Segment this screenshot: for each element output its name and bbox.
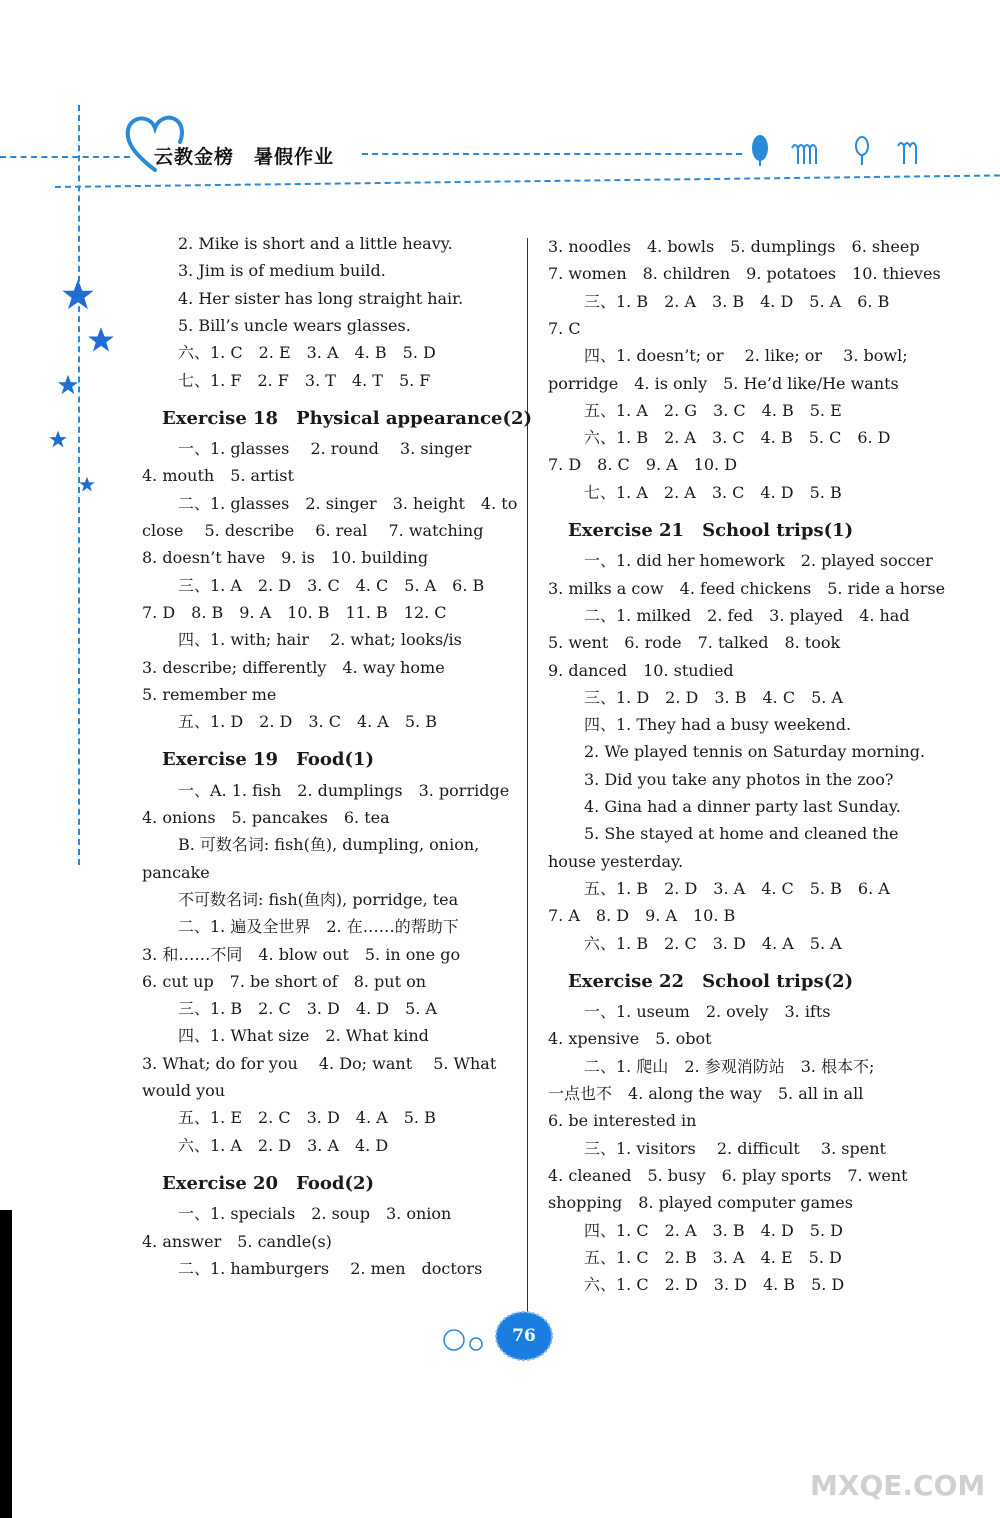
answer-line: 7. D 8. C 9. A 10. D bbox=[548, 455, 738, 475]
star-icon bbox=[48, 430, 68, 449]
exercise-heading: Exercise 21 School trips(1) bbox=[568, 520, 854, 541]
left-edge-bar bbox=[0, 1210, 12, 1518]
answer-line: 4. Her sister has long straight hair. bbox=[178, 288, 464, 308]
answer-line: porridge 4. is only 5. He’d like/He wants bbox=[548, 373, 899, 393]
answer-line: 三、1. B 2. C 3. D 4. D 5. A bbox=[178, 999, 437, 1019]
star-icon bbox=[60, 278, 96, 312]
plant-icon bbox=[750, 132, 930, 172]
answer-line: 4. cleaned 5. busy 6. play sports 7. went bbox=[548, 1165, 908, 1185]
answer-line: 4. Gina had a dinner party last Sunday. bbox=[584, 797, 901, 816]
answer-line: 3. What; do for you 4. Do; want 5. What bbox=[142, 1053, 497, 1073]
answer-line: 2. We played tennis on Saturday morning. bbox=[584, 742, 926, 762]
answer-line: 五、1. C 2. B 3. A 4. E 5. D bbox=[584, 1247, 842, 1267]
answer-line: 7. A 8. D 9. A 10. B bbox=[548, 906, 736, 926]
answer-line: 一、1. glasses 2. round 3. singer bbox=[178, 439, 472, 459]
answer-line: 七、1. F 2. F 3. T 4. T 5. F bbox=[178, 370, 431, 390]
answer-line: 六、1. B 2. C 3. D 4. A 5. A bbox=[584, 933, 842, 953]
answer-line: 四、1. What size 2. What kind bbox=[178, 1026, 429, 1046]
watermark-text: MXQE.COM bbox=[810, 1469, 986, 1502]
answer-line: 7. D 8. B 9. A 10. B 11. B 12. C bbox=[142, 602, 447, 622]
answer-line: 5. remember me bbox=[142, 684, 277, 704]
answer-line: 5. went 6. rode 7. talked 8. took bbox=[548, 633, 841, 653]
answer-line: 四、1. with; hair 2. what; looks/is bbox=[178, 630, 462, 650]
answer-line: 五、1. D 2. D 3. C 4. A 5. B bbox=[178, 712, 437, 732]
exercise-heading: Exercise 18 Physical appearance(2) bbox=[162, 407, 533, 429]
star-icon bbox=[86, 326, 116, 354]
answer-line: 8. doesn’t have 9. is 10. building bbox=[142, 548, 429, 568]
answer-line: 一、1. did her homework 2. played soccer bbox=[584, 551, 933, 571]
answer-line: 6. cut up 7. be short of 8. put on bbox=[142, 971, 427, 991]
answer-line: 2. Mike is short and a little heavy. bbox=[178, 234, 453, 253]
answer-line: 四、1. doesn’t; or 2. like; or 3. bowl; bbox=[584, 346, 908, 366]
answer-line: 9. danced 10. studied bbox=[548, 660, 734, 680]
answer-line: 五、1. E 2. C 3. D 4. A 5. B bbox=[178, 1108, 436, 1128]
answer-line: 二、1. 爬山 2. 参观消防站 3. 根本不; bbox=[584, 1056, 875, 1076]
answer-line: 六、1. A 2. D 3. A 4. D bbox=[178, 1135, 389, 1155]
bubble-icon bbox=[440, 1320, 490, 1356]
answer-line: 一点也不 4. along the way 5. all in all bbox=[548, 1084, 864, 1103]
exercise-heading: Exercise 22 School trips(2) bbox=[568, 970, 854, 992]
answer-line: 3. milks a cow 4. feed chickens 5. ride a horse bbox=[548, 578, 946, 598]
answer-line: shopping 8. played computer games bbox=[548, 1193, 853, 1213]
answer-line: 3. Did you take any photos in the zoo? bbox=[584, 769, 894, 789]
answer-line: 四、1. C 2. A 3. B 4. D 5. D bbox=[584, 1220, 843, 1240]
answer-line: 4. xpensive 5. obot bbox=[548, 1029, 712, 1049]
answer-line: 五、1. B 2. D 3. A 4. C 5. B 6. A bbox=[584, 878, 890, 898]
column-divider bbox=[527, 238, 528, 1333]
answer-line: 六、1. C 2. E 3. A 4. B 5. D bbox=[178, 343, 436, 363]
answer-line: 3. noodles 4. bowls 5. dumplings 6. sheep bbox=[548, 237, 920, 256]
answer-line: 7. C bbox=[548, 318, 581, 338]
decorative-dashed-line bbox=[362, 153, 742, 155]
answer-line: 一、A. 1. fish 2. dumplings 3. porridge bbox=[178, 780, 510, 800]
answer-line: 二、1. milked 2. fed 3. played 4. had bbox=[584, 605, 910, 625]
answer-line: 3. describe; differently 4. way home bbox=[142, 657, 445, 677]
answer-line: 4. onions 5. pancakes 6. tea bbox=[142, 808, 390, 827]
answer-line: 一、1. useum 2. ovely 3. ifts bbox=[584, 1002, 831, 1022]
answer-line: 五、1. A 2. G 3. C 4. B 5. E bbox=[584, 400, 842, 420]
answer-line: 三、1. B 2. A 3. B 4. D 5. A 6. B bbox=[584, 291, 890, 311]
answer-line: 六、1. B 2. A 3. C 4. B 5. C 6. D bbox=[584, 428, 891, 448]
answer-line: close 5. describe 6. real 7. watching bbox=[142, 521, 484, 540]
answer-line: 4. mouth 5. artist bbox=[142, 466, 294, 486]
answer-line: pancake bbox=[142, 862, 210, 882]
star-icon bbox=[56, 374, 80, 396]
header-title: 云教金榜 暑假作业 bbox=[154, 146, 335, 168]
exercise-heading: Exercise 19 Food(1) bbox=[162, 749, 375, 771]
answer-line: 三、1. D 2. D 3. B 4. C 5. A bbox=[584, 687, 843, 707]
answer-line: 4. answer 5. candle(s) bbox=[142, 1231, 332, 1251]
page-number bbox=[494, 1310, 554, 1362]
answer-line: 三、1. A 2. D 3. C 4. C 5. A 6. B bbox=[178, 575, 485, 595]
answer-line: house yesterday. bbox=[548, 851, 684, 871]
answer-line: 二、1. hamburgers 2. men doctors bbox=[178, 1258, 483, 1278]
answer-line: 不可数名词: fish(鱼肉), porridge, tea bbox=[178, 889, 459, 909]
decorative-dashed-line bbox=[0, 156, 130, 158]
exercise-heading: Exercise 20 Food(2) bbox=[162, 1172, 375, 1194]
answer-line: 六、1. C 2. D 3. D 4. B 5. D bbox=[584, 1275, 845, 1295]
answer-line: 七、1. A 2. A 3. C 4. D 5. B bbox=[584, 482, 842, 502]
answer-line: 3. 和……不同 4. blow out 5. in one go bbox=[142, 944, 461, 964]
answer-line: 5. She stayed at home and cleaned the bbox=[584, 824, 899, 844]
answer-line: 3. Jim is of medium build. bbox=[178, 261, 386, 281]
answer-line: B. 可数名词: fish(鱼), dumpling, onion, bbox=[178, 835, 480, 855]
watermark bbox=[790, 1410, 990, 1514]
answer-line: 一、1. specials 2. soup 3. onion bbox=[178, 1204, 452, 1224]
answer-line: 四、1. They had a busy weekend. bbox=[584, 715, 852, 735]
answer-line: 三、1. visitors 2. difficult 3. spent bbox=[584, 1138, 886, 1158]
page-number-text: 76 bbox=[512, 1326, 536, 1346]
decorative-dashed-line bbox=[55, 174, 1000, 188]
answer-line: 二、1. 遍及全世界 2. 在……的帮助下 bbox=[178, 917, 459, 937]
answer-line: 5. Bill’s uncle wears glasses. bbox=[178, 315, 411, 335]
answer-line: 6. be interested in bbox=[548, 1111, 697, 1131]
star-icon bbox=[78, 476, 96, 493]
answer-line: would you bbox=[142, 1081, 226, 1100]
answer-line: 7. women 8. children 9. potatoes 10. thieves bbox=[548, 264, 941, 284]
answer-line: 二、1. glasses 2. singer 3. height 4. to bbox=[178, 493, 518, 513]
